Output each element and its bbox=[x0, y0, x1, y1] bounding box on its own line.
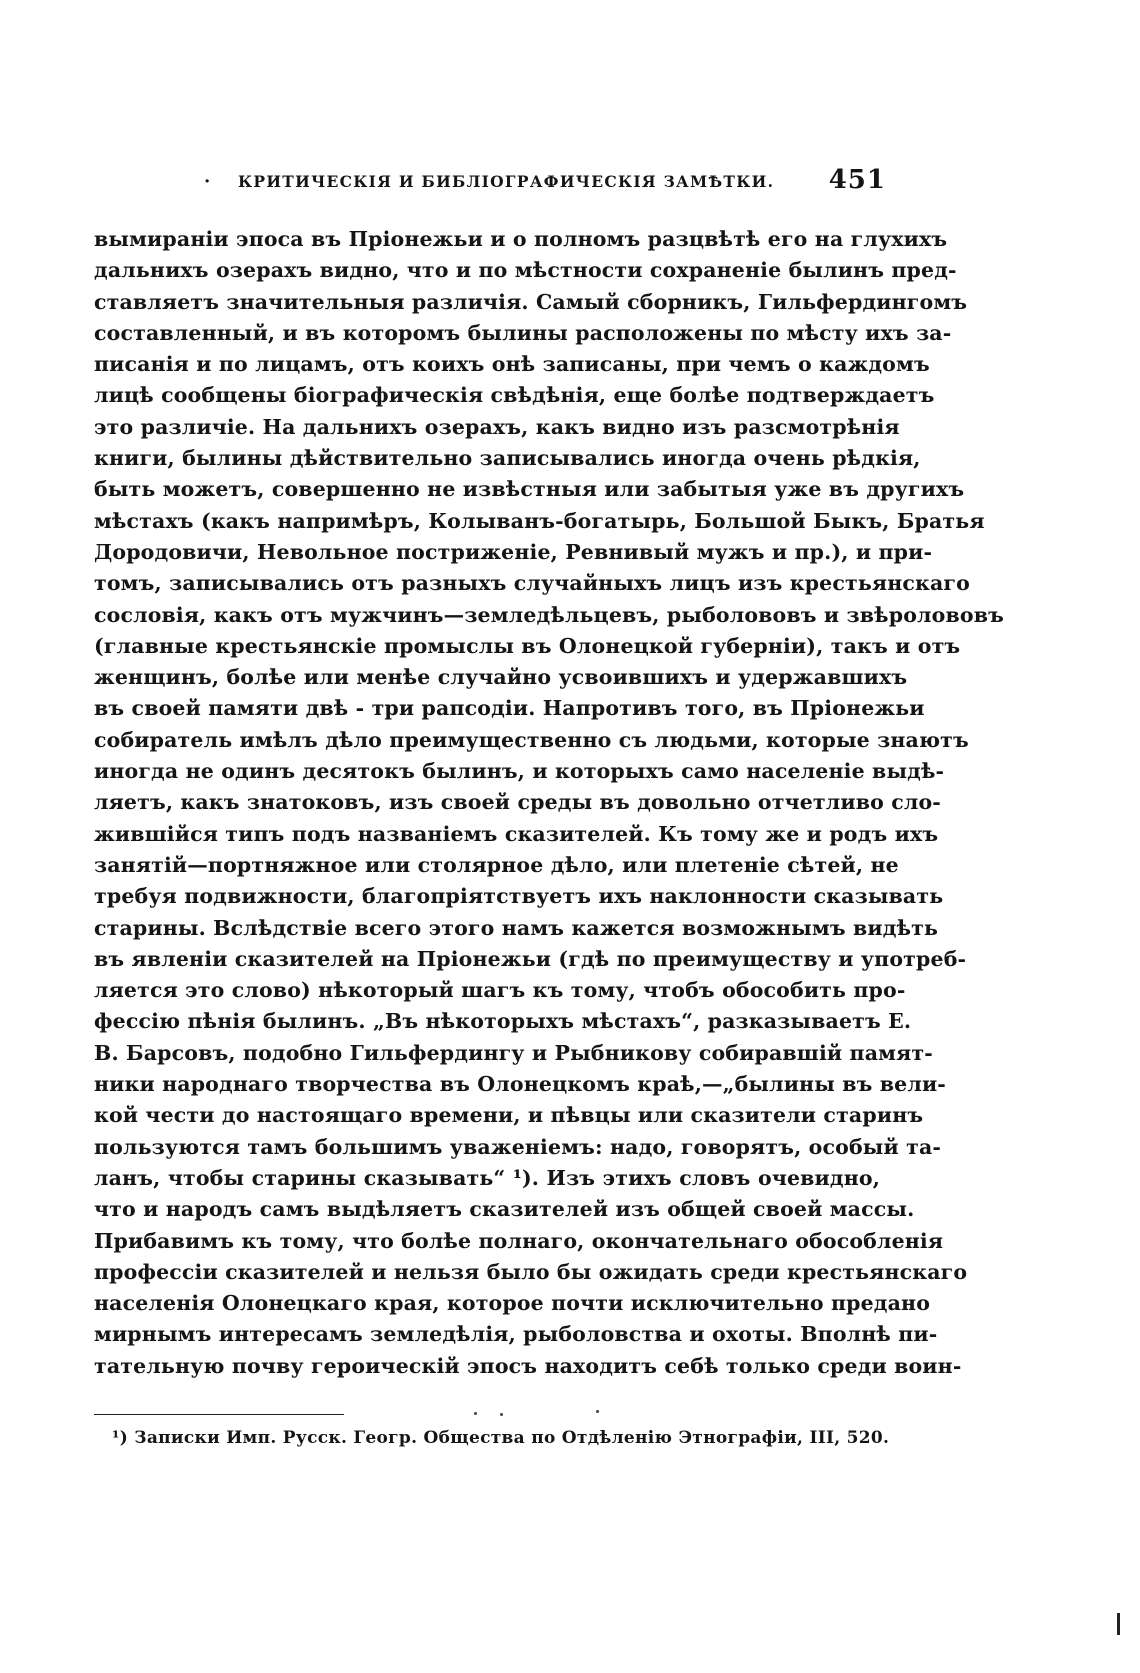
text-line: (главные крестьянскіе промыслы въ Олонецкой губерніи), такъ и отъ bbox=[94, 633, 961, 658]
text-line: вымираніи эпоса въ Пріонежьи и о полномъ разцвѣтѣ его на глухихъ bbox=[94, 227, 948, 251]
text-line: населенія Олонецкаго края, которое почти исключительно предано bbox=[94, 1291, 931, 1316]
header-dot: · bbox=[204, 171, 211, 192]
page-number: 451 bbox=[828, 165, 886, 195]
running-head-title: КРИТИЧЕСКІЯ И БИБЛІОГРАФИЧЕСКІЯ ЗАМѢТКИ. bbox=[238, 172, 775, 191]
text-line: требуя подвижности, благопріятствуетъ ихъ наклонности сказывать bbox=[94, 884, 944, 909]
text-line: что и народъ самъ выдѣляетъ сказителей изъ общей своей массы. bbox=[94, 1197, 915, 1222]
text-line: мирнымъ интересамъ земледѣлія, рыболовства и охоты. Вполнѣ пи- bbox=[94, 1322, 938, 1347]
text-line: сословія, какъ отъ мужчинъ—земледѣльцевъ, рыболововъ и звѣролововъ bbox=[94, 602, 1004, 627]
text-line: писанія и по лицамъ, отъ коихъ онѣ записаны, при чемъ о каждомъ bbox=[94, 352, 930, 377]
scan-speck bbox=[474, 1412, 477, 1415]
body-text bbox=[94, 224, 1004, 1382]
footnote-rule bbox=[94, 1414, 344, 1415]
text-line: ляется это слово) нѣкоторый шагъ къ тому, чтобъ обособить про- bbox=[94, 978, 906, 1003]
text-line: лицѣ сообщены біографическія свѣдѣнія, еще болѣе подтверждаетъ bbox=[94, 383, 935, 408]
text-line: ляетъ, какъ знатоковъ, изъ своей среды въ довольно отчетливо сло- bbox=[94, 790, 941, 815]
text-line: фессію пѣнія былинъ. „Въ нѣкоторыхъ мѣстахъ“, разказываетъ Е. bbox=[94, 1009, 912, 1034]
text-line: быть можетъ, совершенно не извѣстныя или забытыя уже въ другихъ bbox=[94, 477, 965, 502]
text-line: книги, былины дѣйствительно записывались иногда очень рѣдкія, bbox=[94, 446, 921, 471]
text-line: Прибавимъ къ тому, что болѣе полнаго, окончательнаго обособленія bbox=[94, 1228, 944, 1253]
text-line: занятій—портняжное или столярное дѣло, или плетеніе сѣтей, не bbox=[94, 852, 899, 877]
text-line: Дородовичи, Невольное постриженіе, Ревнивый мужъ и пр.), и при- bbox=[94, 539, 933, 564]
text-line: въ явленіи сказителей на Пріонежьи (гдѣ по преимуществу и употреб- bbox=[94, 946, 967, 971]
text-line: ланъ, чтобы старины сказывать“ ¹). Изъ этихъ словъ очевидно, bbox=[94, 1165, 880, 1190]
text-line: это различіе. На дальнихъ озерахъ, какъ видно изъ разсмотрѣнія bbox=[94, 414, 900, 439]
text-line: составленный, и въ которомъ былины расположены по мѣсту ихъ за- bbox=[94, 320, 952, 345]
text-line: кой чести до настоящаго времени, и пѣвцы или сказители старинъ bbox=[94, 1103, 924, 1128]
text-line: мѣстахъ (какъ напримѣръ, Колыванъ-богатырь, Большой Быкъ, Братья bbox=[94, 508, 985, 533]
scan-speck bbox=[500, 1413, 503, 1416]
text-line: пользуются тамъ большимъ уваженіемъ: надо, говорятъ, особый та- bbox=[94, 1134, 942, 1159]
text-line: жившійся типъ подъ названіемъ сказителей. Къ тому же и родъ ихъ bbox=[94, 821, 939, 846]
text-line: иногда не одинъ десятокъ былинъ, и которыхъ само населеніе выдѣ- bbox=[94, 759, 945, 784]
footnote: ¹) Записки Имп. Русск. Геогр. Общества по Отдѣленію Этнографіи, III, 520. bbox=[112, 1428, 890, 1448]
text-line: ники народнаго творчества въ Олонецкомъ краѣ,—„былины въ вели- bbox=[94, 1072, 946, 1097]
text-line: профессіи сказителей и нельзя было бы ожидать среди крестьянскаго bbox=[94, 1259, 968, 1284]
text-line: томъ, записывались отъ разныхъ случайныхъ лицъ изъ крестьянскаго bbox=[94, 571, 970, 596]
running-head bbox=[186, 165, 886, 198]
text-line: тательную почву героическій эпосъ находитъ себѣ только среди воин- bbox=[94, 1353, 962, 1378]
text-line: дальнихъ озерахъ видно, что и по мѣстности сохраненіе былинъ пред- bbox=[94, 258, 957, 283]
text-line: женщинъ, болѣе или менѣе случайно усвоившихъ и удержавшихъ bbox=[94, 665, 908, 690]
scan-speck bbox=[596, 1410, 599, 1413]
scan-mark bbox=[1117, 1613, 1120, 1635]
text-line: старины. Вслѣдствіе всего этого намъ кажется возможнымъ видѣть bbox=[94, 915, 939, 940]
text-line: ставляетъ значительныя различія. Самый сборникъ, Гильфердингомъ bbox=[94, 289, 968, 314]
text-line: В. Барсовъ, подобно Гильфердингу и Рыбникову собиравшій памят- bbox=[94, 1040, 933, 1065]
text-line: въ своей памяти двѣ - три рапсодіи. Напротивъ того, въ Пріонежьи bbox=[94, 696, 925, 721]
text-line: собиратель имѣлъ дѣло преимущественно съ людьми, которые знаютъ bbox=[94, 727, 969, 752]
